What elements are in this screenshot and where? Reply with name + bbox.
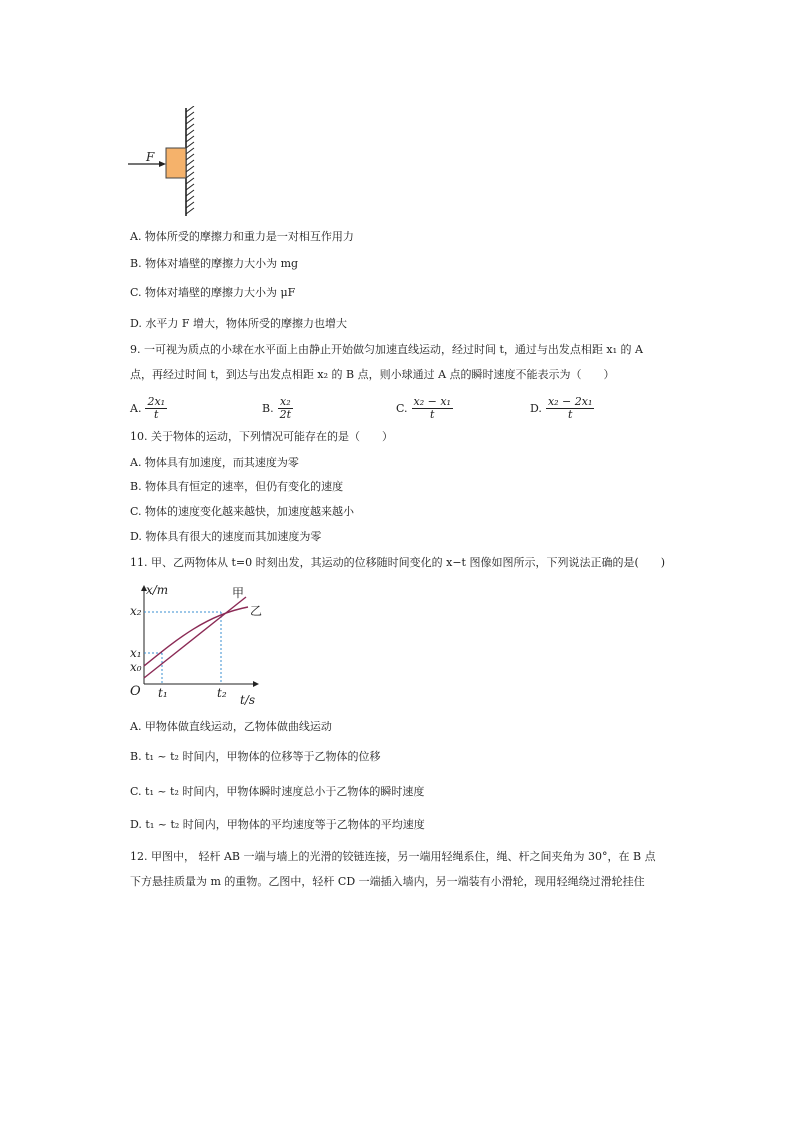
q9-option-c-label: C. [396, 402, 408, 415]
x-axis-label: t/s [240, 693, 256, 707]
q9-option-b-numerator: x₂ [278, 396, 293, 409]
q9-option-a-denominator: t [154, 408, 159, 421]
wall-hatching [186, 106, 194, 214]
q11-option-d: D. t₁ ~ t₂ 时间内，甲物体的平均速度等于乙物体的平均速度 [130, 818, 425, 831]
y-tick-x0: x₀ [130, 660, 142, 674]
q9-option-d [530, 396, 594, 421]
q9-option-b-denominator: 2t [279, 408, 292, 421]
y-tick-x2: x₂ [130, 604, 142, 618]
q10-option-a: A. 物体具有加速度，而其速度为零 [130, 456, 299, 469]
series-jia-line [144, 597, 246, 678]
q8-option-d: D. 水平力 F 增大，物体所受的摩擦力也增大 [130, 317, 348, 330]
q10-option-c: C. 物体的速度变化越来越快，加速度越来越小 [130, 505, 355, 518]
q9-option-c-fraction [412, 396, 453, 421]
q10-stem: 10. 关于物体的运动，下列情况可能存在的是（ ） [130, 430, 393, 443]
q12-line2: 下方悬挂质量为 m 的重物。乙图中，轻杆 CD 一端插入墙内，另一端装有小滑轮，现用轻绳绕过滑轮挂住 [130, 875, 645, 888]
q9-option-a [130, 396, 167, 421]
q10-option-d: D. 物体具有很大的速度而其加速度为零 [130, 530, 322, 543]
q9-stem-line2: 点，再经过时间 t，到达与出发点相距 x₂ 的 B 点，则小球通过 A 点的瞬时速度不能表示为（ ） [130, 368, 615, 381]
origin-label: O [130, 684, 141, 699]
block-wall-figure [126, 106, 198, 218]
q11-option-c: C. t₁ ~ t₂ 时间内，甲物体瞬时速度总小于乙物体的瞬时速度 [130, 785, 425, 798]
q9-option-b-fraction [278, 396, 293, 421]
q8-option-c: C. 物体对墙壁的摩擦力大小为 μF [130, 286, 296, 299]
q9-option-c-denominator: t [430, 408, 435, 421]
q8-option-a: A. 物体所受的摩擦力和重力是一对相互作用力 [130, 230, 354, 243]
q9-option-c [396, 396, 453, 421]
q9-option-a-fraction [145, 396, 167, 421]
xt-graph [126, 580, 276, 710]
y-axis-label: x/m [146, 583, 169, 597]
q9-option-b-label: B. [262, 402, 274, 415]
q9-option-d-label: D. [530, 402, 542, 415]
legend-yi: 乙 [250, 604, 263, 618]
x-tick-t2: t₂ [217, 686, 227, 700]
q8-option-b: B. 物体对墙壁的摩擦力大小为 mg [130, 257, 299, 270]
q9-option-a-label: A. [130, 402, 142, 415]
q9-option-a-numerator: 2x₁ [147, 395, 166, 408]
force-label: F [146, 150, 155, 164]
q9-option-d-fraction [546, 396, 594, 421]
q9-option-b [262, 396, 293, 421]
legend-jia: 甲 [232, 586, 245, 600]
q11-option-a: A. 甲物体做直线运动，乙物体做曲线运动 [130, 720, 332, 733]
block [166, 148, 186, 178]
q11-stem: 11. 甲、乙两物体从 t=0 时刻出发，其运动的位移随时间变化的 x−t 图像如图所示，下列说法正确的是( ) [130, 556, 666, 569]
q9-option-d-denominator: t [567, 408, 573, 421]
q12-line1: 12. 甲图中， 轻杆 AB 一端与墙上的光滑的铰链连接，另一端用轻绳系住，绳、杆之间夹角为 30°，在 B 点 [130, 850, 656, 863]
q9-option-d-numerator: x₂ − 2x₁ [547, 395, 593, 408]
force-arrowhead [159, 161, 166, 167]
y-tick-x1: x₁ [130, 646, 142, 660]
q11-option-b: B. t₁ ~ t₂ 时间内，甲物体的位移等于乙物体的位移 [130, 750, 381, 763]
q9-stem-line1: 9. 一可视为质点的小球在水平面上由静止开始做匀加速直线运动，经过时间 t，通过与出发点相距 x₁ 的 A [130, 343, 643, 356]
x-tick-t1: t₁ [158, 686, 168, 700]
q10-option-b: B. 物体具有恒定的速率，但仍有变化的速度 [130, 480, 344, 493]
q9-option-c-numerator: x₂ − x₁ [413, 395, 451, 408]
